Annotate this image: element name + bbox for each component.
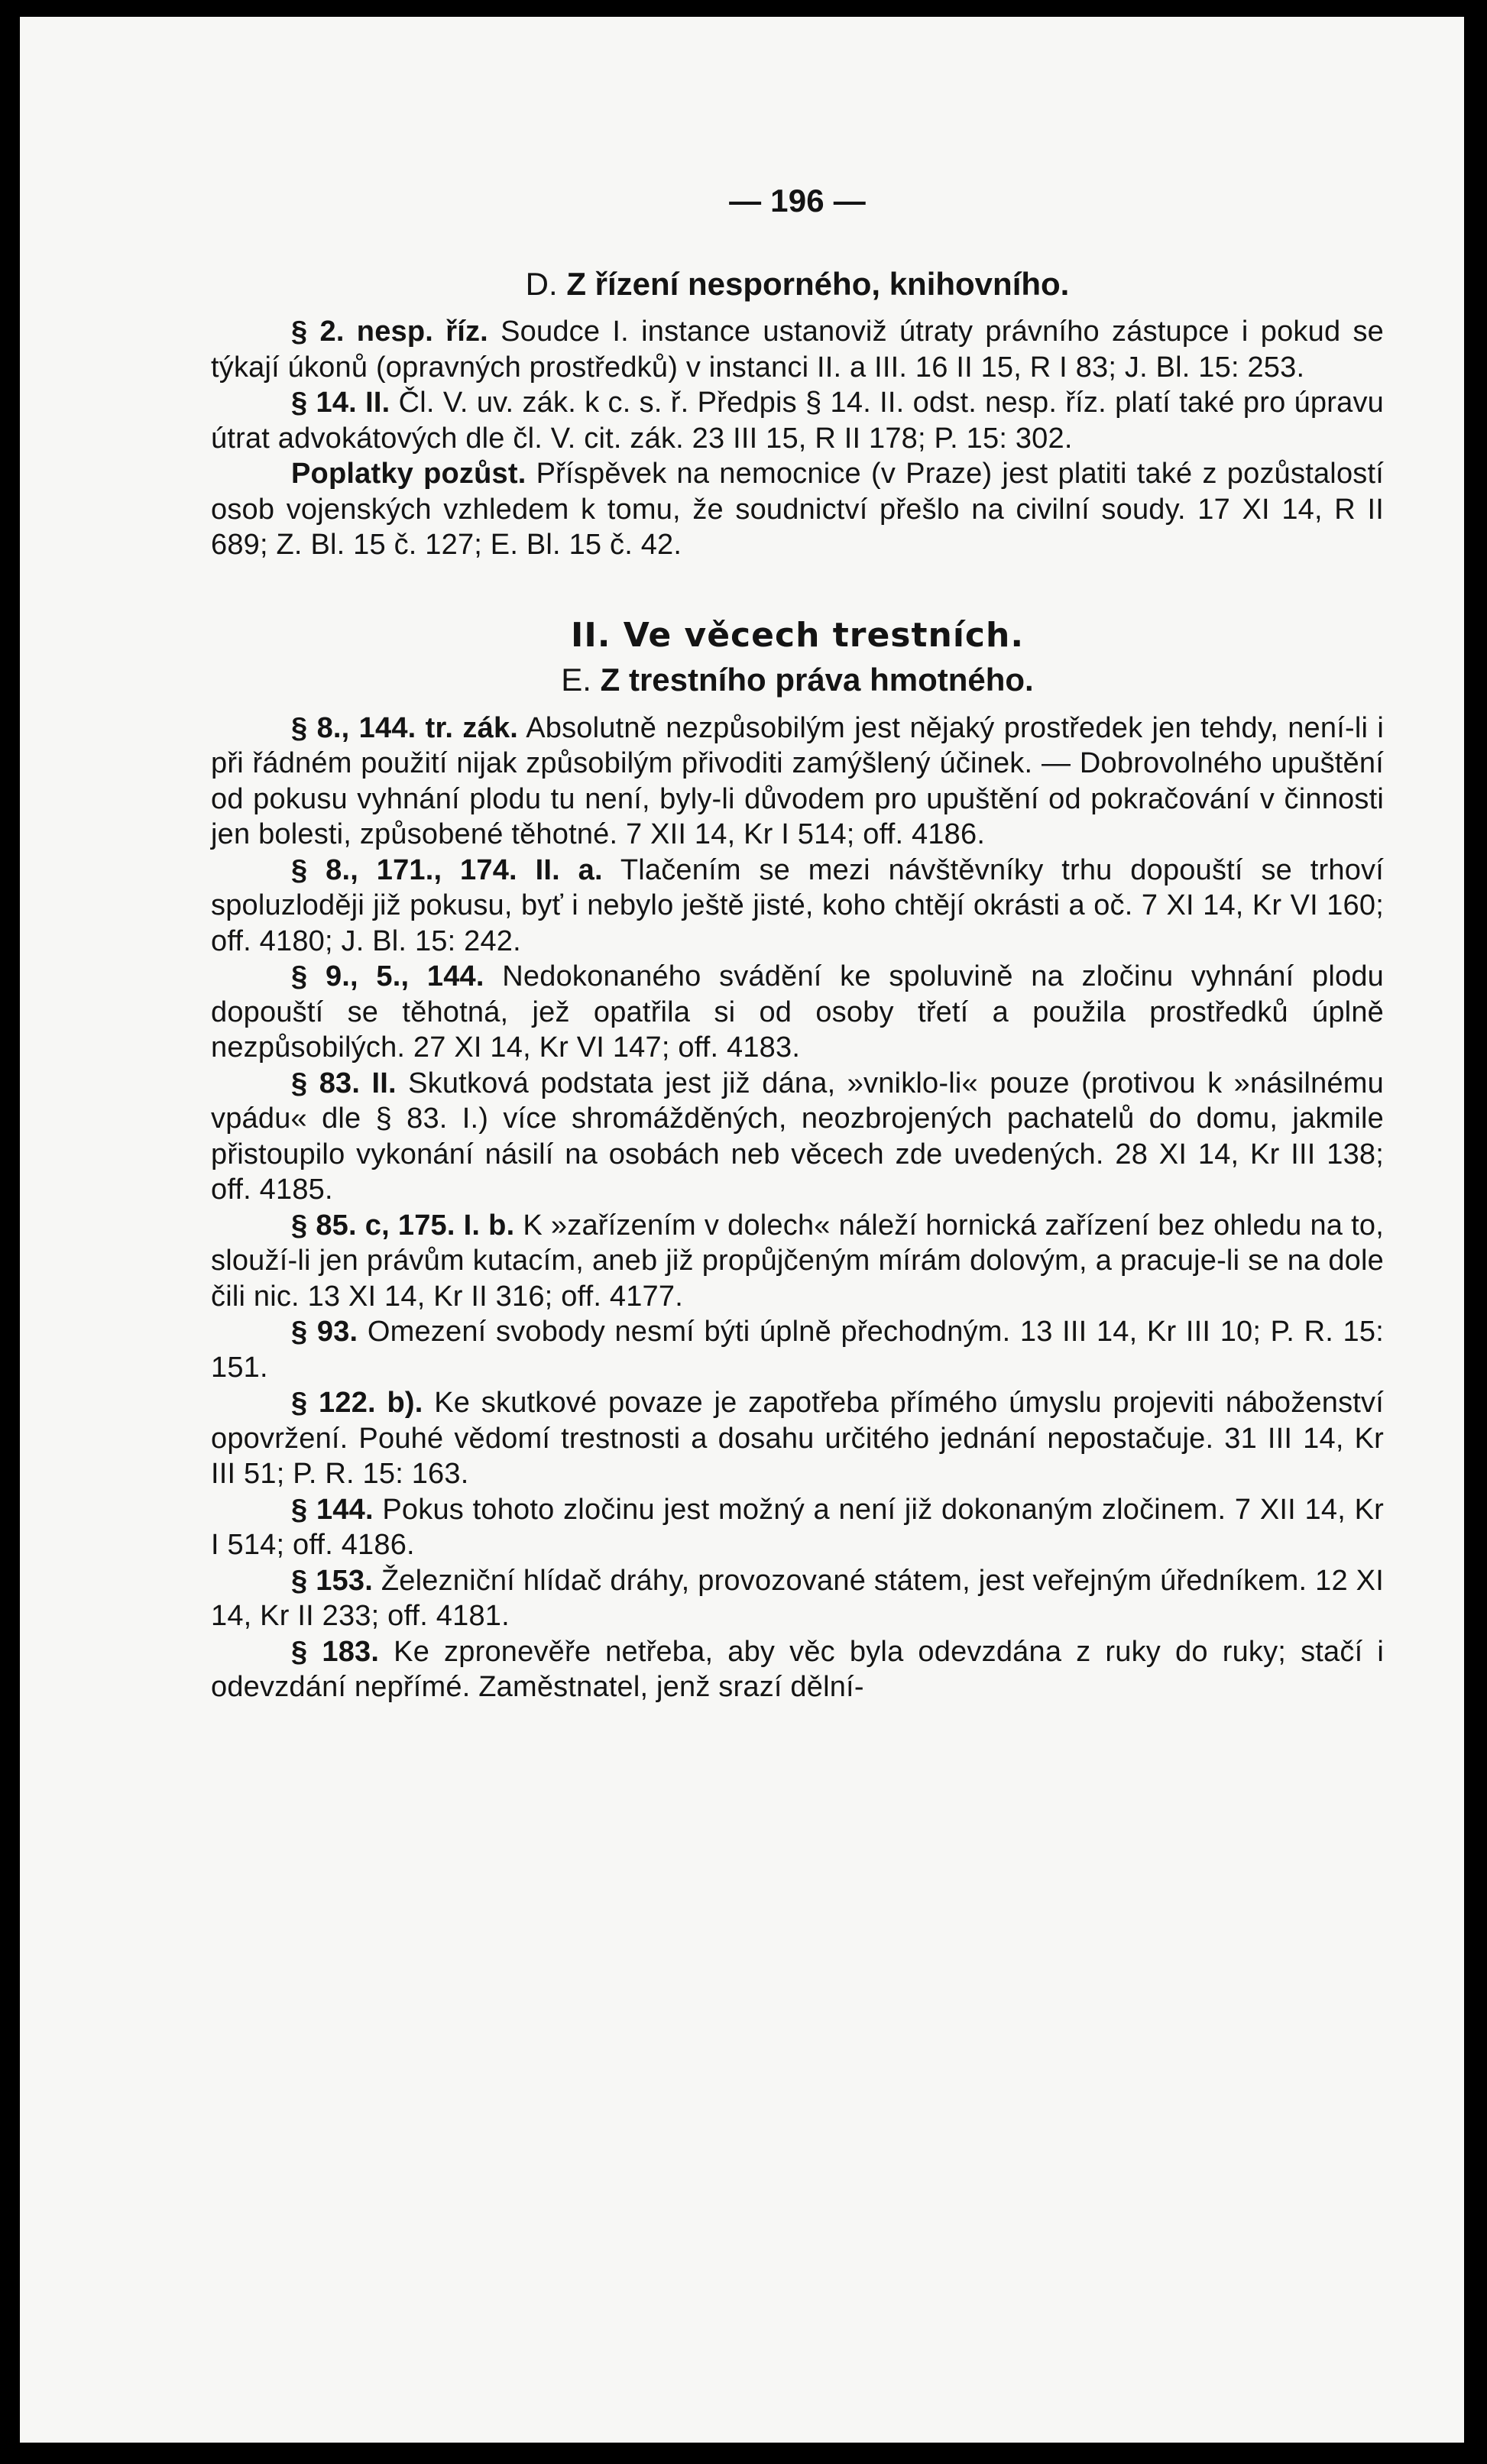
part-title: II. Ve věcech trestních. (570, 615, 1025, 655)
section-letter: D. (525, 265, 558, 302)
section-title-d (211, 267, 1384, 303)
book-page (20, 17, 1464, 2443)
entry-text: Tlačením se mezi návštěvníky trhu dopouští se trhoví spoluzloději již pokusu, byť i nebylo ještě jisté, koho chtějí okrásti a oč. 7 XI 14, Kr VI 160; off. 4180; J. Bl. 15: 242. (211, 853, 1384, 957)
entry-text: Omezení svobody nesmí býti úplně přechodným. 13 III 14, Kr III 10; P. R. 15: 151. (211, 1316, 1384, 1384)
entry-reference: § 122. b). (291, 1387, 423, 1419)
entry-text: Soudce I. instance ustanoviž útraty právního zástupce i pokud se týkají úkonů (opravných prostředků) v instanci II. a III. 16 II 15, R I 83; J. Bl. 15: 253. (211, 316, 1385, 384)
entry-text: Železniční hlídač dráhy, provozované státem, jest veřejným úředníkem. 12 XI 14, Kr II 233; off. 4181. (211, 1564, 1384, 1632)
entry-reference: Poplatky pozůst. (291, 458, 526, 490)
page-number: — 196 — (729, 183, 866, 219)
entry-reference: § 14. II. (291, 387, 390, 419)
entry-paragraph (211, 1634, 1384, 1705)
section-title-e (211, 662, 1384, 698)
section-heading: Z trestního práva hmotného. (600, 662, 1034, 698)
entry-paragraph (211, 1066, 1384, 1208)
section-letter: E. (561, 662, 591, 698)
entry-reference: § 2. nesp. říz. (291, 316, 488, 348)
entry-paragraph (211, 1492, 1384, 1563)
entry-paragraph (211, 959, 1384, 1066)
entry-text: Příspěvek na nemocnice (v Praze) jest platiti také z pozůstalostí osob vojenských vzhledem k tomu, že soudnictví přešlo na civilní soudy. 17 XI 14, R II 689; Z. Bl. 15 č. 127; E. Bl. 15 č. 42. (211, 458, 1384, 561)
entry-text: Nedokonaného svádění ke spoluvině na zločinu vyhnání plodu dopouští se těhotná, jež opatřila si od osoby třetí a použila prostředků úplně nezpůsobilých. 27 XI 14, Kr VI 147; off. 4183. (211, 960, 1384, 1064)
entry-paragraph (211, 853, 1384, 960)
entry-reference: § 8., 171., 174. II. a. (291, 853, 603, 886)
page-content (211, 183, 1384, 1705)
entry-text: Absolutně nezpůsobilým jest nějaký prostředek jen tehdy, není-li i při řádném použití nijak způsobilým přivoditi zamýšlený účinek. — Dobrovolného upuštění od pokusu vyhnání plodu tu není, byly-li důvodem pro upuštění od pokračování v činnosti jen bolesti, způsobené těhotné. 7 XII 14, Kr I 514; off. 4186. (211, 711, 1384, 850)
entry-text: Skutková podstata jest již dána, »vniklo-li« pouze (protivou k »násilnému vpádu« dle § 83. I.) více shromážděných, neozbrojených pachatelů do domu, jakmile přistoupilo vykonání násilí na osobách neb věcech zde uvedených. 28 XI 14, Kr III 138; off. 4185. (211, 1067, 1384, 1206)
entry-paragraph (211, 1314, 1384, 1385)
entry-reference: § 183. (291, 1635, 380, 1668)
entry-reference: § 93. (291, 1316, 358, 1348)
entry-reference: § 85. c, 175. I. b. (291, 1209, 515, 1242)
section-heading: Z řízení nesporného, knihovního. (566, 265, 1070, 302)
entry-paragraph (211, 314, 1384, 385)
entry-text: Čl. V. uv. zák. k c. s. ř. Předpis § 14. II. odst. nesp. říz. platí také pro úpravu útrat advokátových dle čl. V. cit. zák. 23 III 15, R II 178; P. 15: 302. (211, 387, 1384, 455)
entry-reference: § 153. (291, 1564, 373, 1597)
entry-text: Ke skutkové povaze je zapotřeba přímého úmyslu projeviti náboženství opovržení. Pouhé vědomí trestnosti a dosahu určitého jednání nepostačuje. 31 III 14, Kr III 51; P. R. 15: 163. (211, 1387, 1384, 1490)
entry-text: Ke zpronevěře netřeba, aby věc byla odevzdána z ruky do ruky; stačí i odevzdání nepřímé. Zaměstnatel, jenž srazí dělní- (211, 1635, 1384, 1703)
entry-paragraph (211, 1385, 1384, 1492)
entry-paragraph (211, 1563, 1384, 1634)
entry-text: K »zařízením v dolech« náleží hornická zařízení bez ohledu na to, slouží-li jen právům kutacím, aneb již propůjčeným mírám dolovým, a pracuje-li se na dole čili nic. 13 XI 14, Kr II 316; off. 4177. (211, 1209, 1384, 1313)
entry-text: Pokus tohoto zločinu jest možný a není již dokonaným zločinem. 7 XII 14, Kr I 514; off. 4186. (211, 1493, 1384, 1561)
entry-paragraph (211, 1208, 1384, 1315)
entry-reference: § 144. (291, 1493, 374, 1526)
entry-paragraph (211, 711, 1384, 853)
entry-reference: § 83. II. (291, 1067, 397, 1099)
entry-paragraph (211, 456, 1384, 563)
entry-reference: § 9., 5., 144. (291, 960, 484, 992)
entry-reference: § 8., 144. tr. zák. (291, 711, 519, 744)
entry-paragraph (211, 385, 1384, 456)
